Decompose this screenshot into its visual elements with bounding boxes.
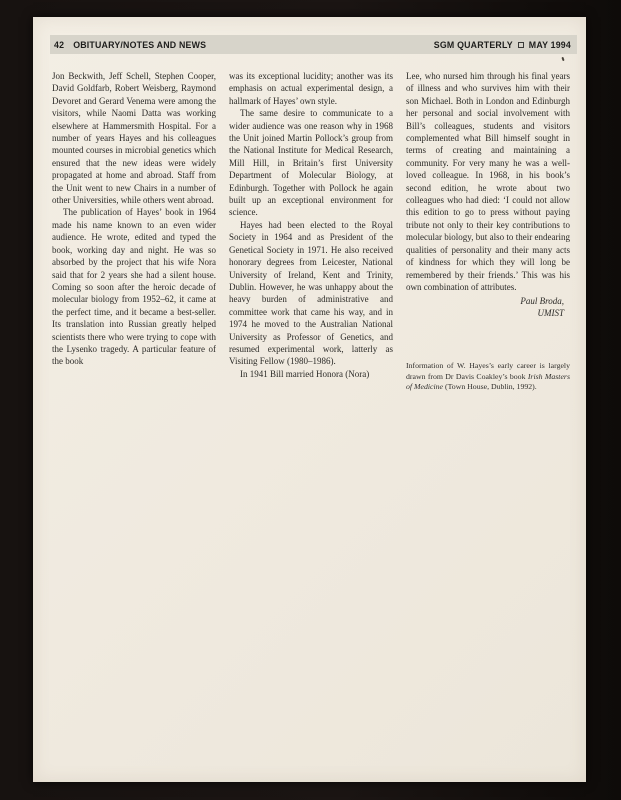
source-footnote <box>406 361 570 392</box>
journal-title: SGM QUARTERLY <box>433 39 513 50</box>
stray-pencil-mark <box>561 57 564 61</box>
section-title: OBITUARY/NOTES AND NEWS <box>73 39 207 50</box>
paragraph: Hayes had been elected to the Royal Society in 1964 and as President of the Genetical Society in 1971. He also received honorary degrees from Leicester, National University of Ireland, Kent and Trinity, Dublin. However, he was unhappy about the heavy burden of administrative and committee work that came his way, and in 1974 he moved to the Australian National University as Professor of Genetics, and resumed experimental work, latterly as Visiting Fellow (1980–1986). <box>229 219 393 367</box>
paragraph: was its exceptional lucidity; another was its emphasis on actual experimental design, a hallmark of Hayes’ own style. <box>229 71 393 106</box>
header-right <box>434 40 571 50</box>
footnote-book-title: Irish Masters of Medicine <box>406 371 570 392</box>
paragraph: Jon Beckwith, Jeff Schell, Stephen Cooper, David Goldfarb, Robert Weisberg, Raymond Devoret and Gerard Venema were among the visitors, while Naomi Datta was working elsewhere at Hammersmith Hospital. For a number of years Hayes and his colleagues mounted courses in microbial genetics which ensured that the new ideas were widely propagated at home and abroad. Staff from the Unit went to new Chairs in a number of other Universities, while others went abroad. <box>52 71 216 206</box>
signature-name: Paul Broda, <box>520 296 564 307</box>
footnote-text: (Town House, Dublin, 1992). <box>443 382 537 392</box>
signature-affiliation: UMIST <box>537 307 564 318</box>
text-column-3 <box>406 70 570 393</box>
page-header-band <box>50 35 577 54</box>
signature-block <box>406 296 570 319</box>
text-column-2 <box>229 70 393 393</box>
header-left <box>54 40 206 50</box>
text-column-1 <box>52 70 216 393</box>
article-body <box>52 70 570 393</box>
paragraph: The publication of Hayes’ book in 1964 made his name known to an even wider audience. He wrote, edited and typed the book, working day and night. He was so absorbed by the project that his wife Nora said that for 2 years she had a silent house. Coming so soon after the heroic decade of molecular biology from 1952–62, it came at the perfect time, and it became a best-seller. Its translation into Russian greatly helped scientists there who were trying to cope with the Lysenko tragedy. A particular feature of the book <box>52 207 216 367</box>
paragraph: In 1941 Bill married Honora (Nora) <box>240 368 370 379</box>
scanned-page <box>33 17 586 782</box>
square-outline-icon <box>518 42 524 48</box>
issue-date: MAY 1994 <box>528 39 571 50</box>
footnote-text: Information of W. Hayes’s early career is largely drawn from Dr Davis Coakley’s book <box>406 361 570 381</box>
paragraph: The same desire to communicate to a wider audience was one reason why in 1968 the Unit joined Martin Pollock’s group from the National Institute for Medical Research, Mill Hill, in Britain’s first University Department of Molecular Biology, at Edinburgh. Together with Pollock he again built up an exceptional environment for science. <box>229 108 393 218</box>
paragraph: Lee, who nursed him through his final years of illness and who survives him with their son Michael. Both in London and Edinburgh her personal and social involvement with Bill’s colleagues, students and visitors complemented what Bill himself sought in terms of creating and maintaining a community. For very many he was a well-loved colleague. In 1968, in his book’s second edition, he wrote about two colleagues who had died: ‘I could not allow this edition to go to press without paying tribute not only to their key contributions to molecular biology, but also to their endearing qualities of personality and their many acts of kindness for which they will long be remembered by their friends.’ This was his own combination of attributes. <box>406 71 570 292</box>
page-number: 42 <box>54 39 65 50</box>
